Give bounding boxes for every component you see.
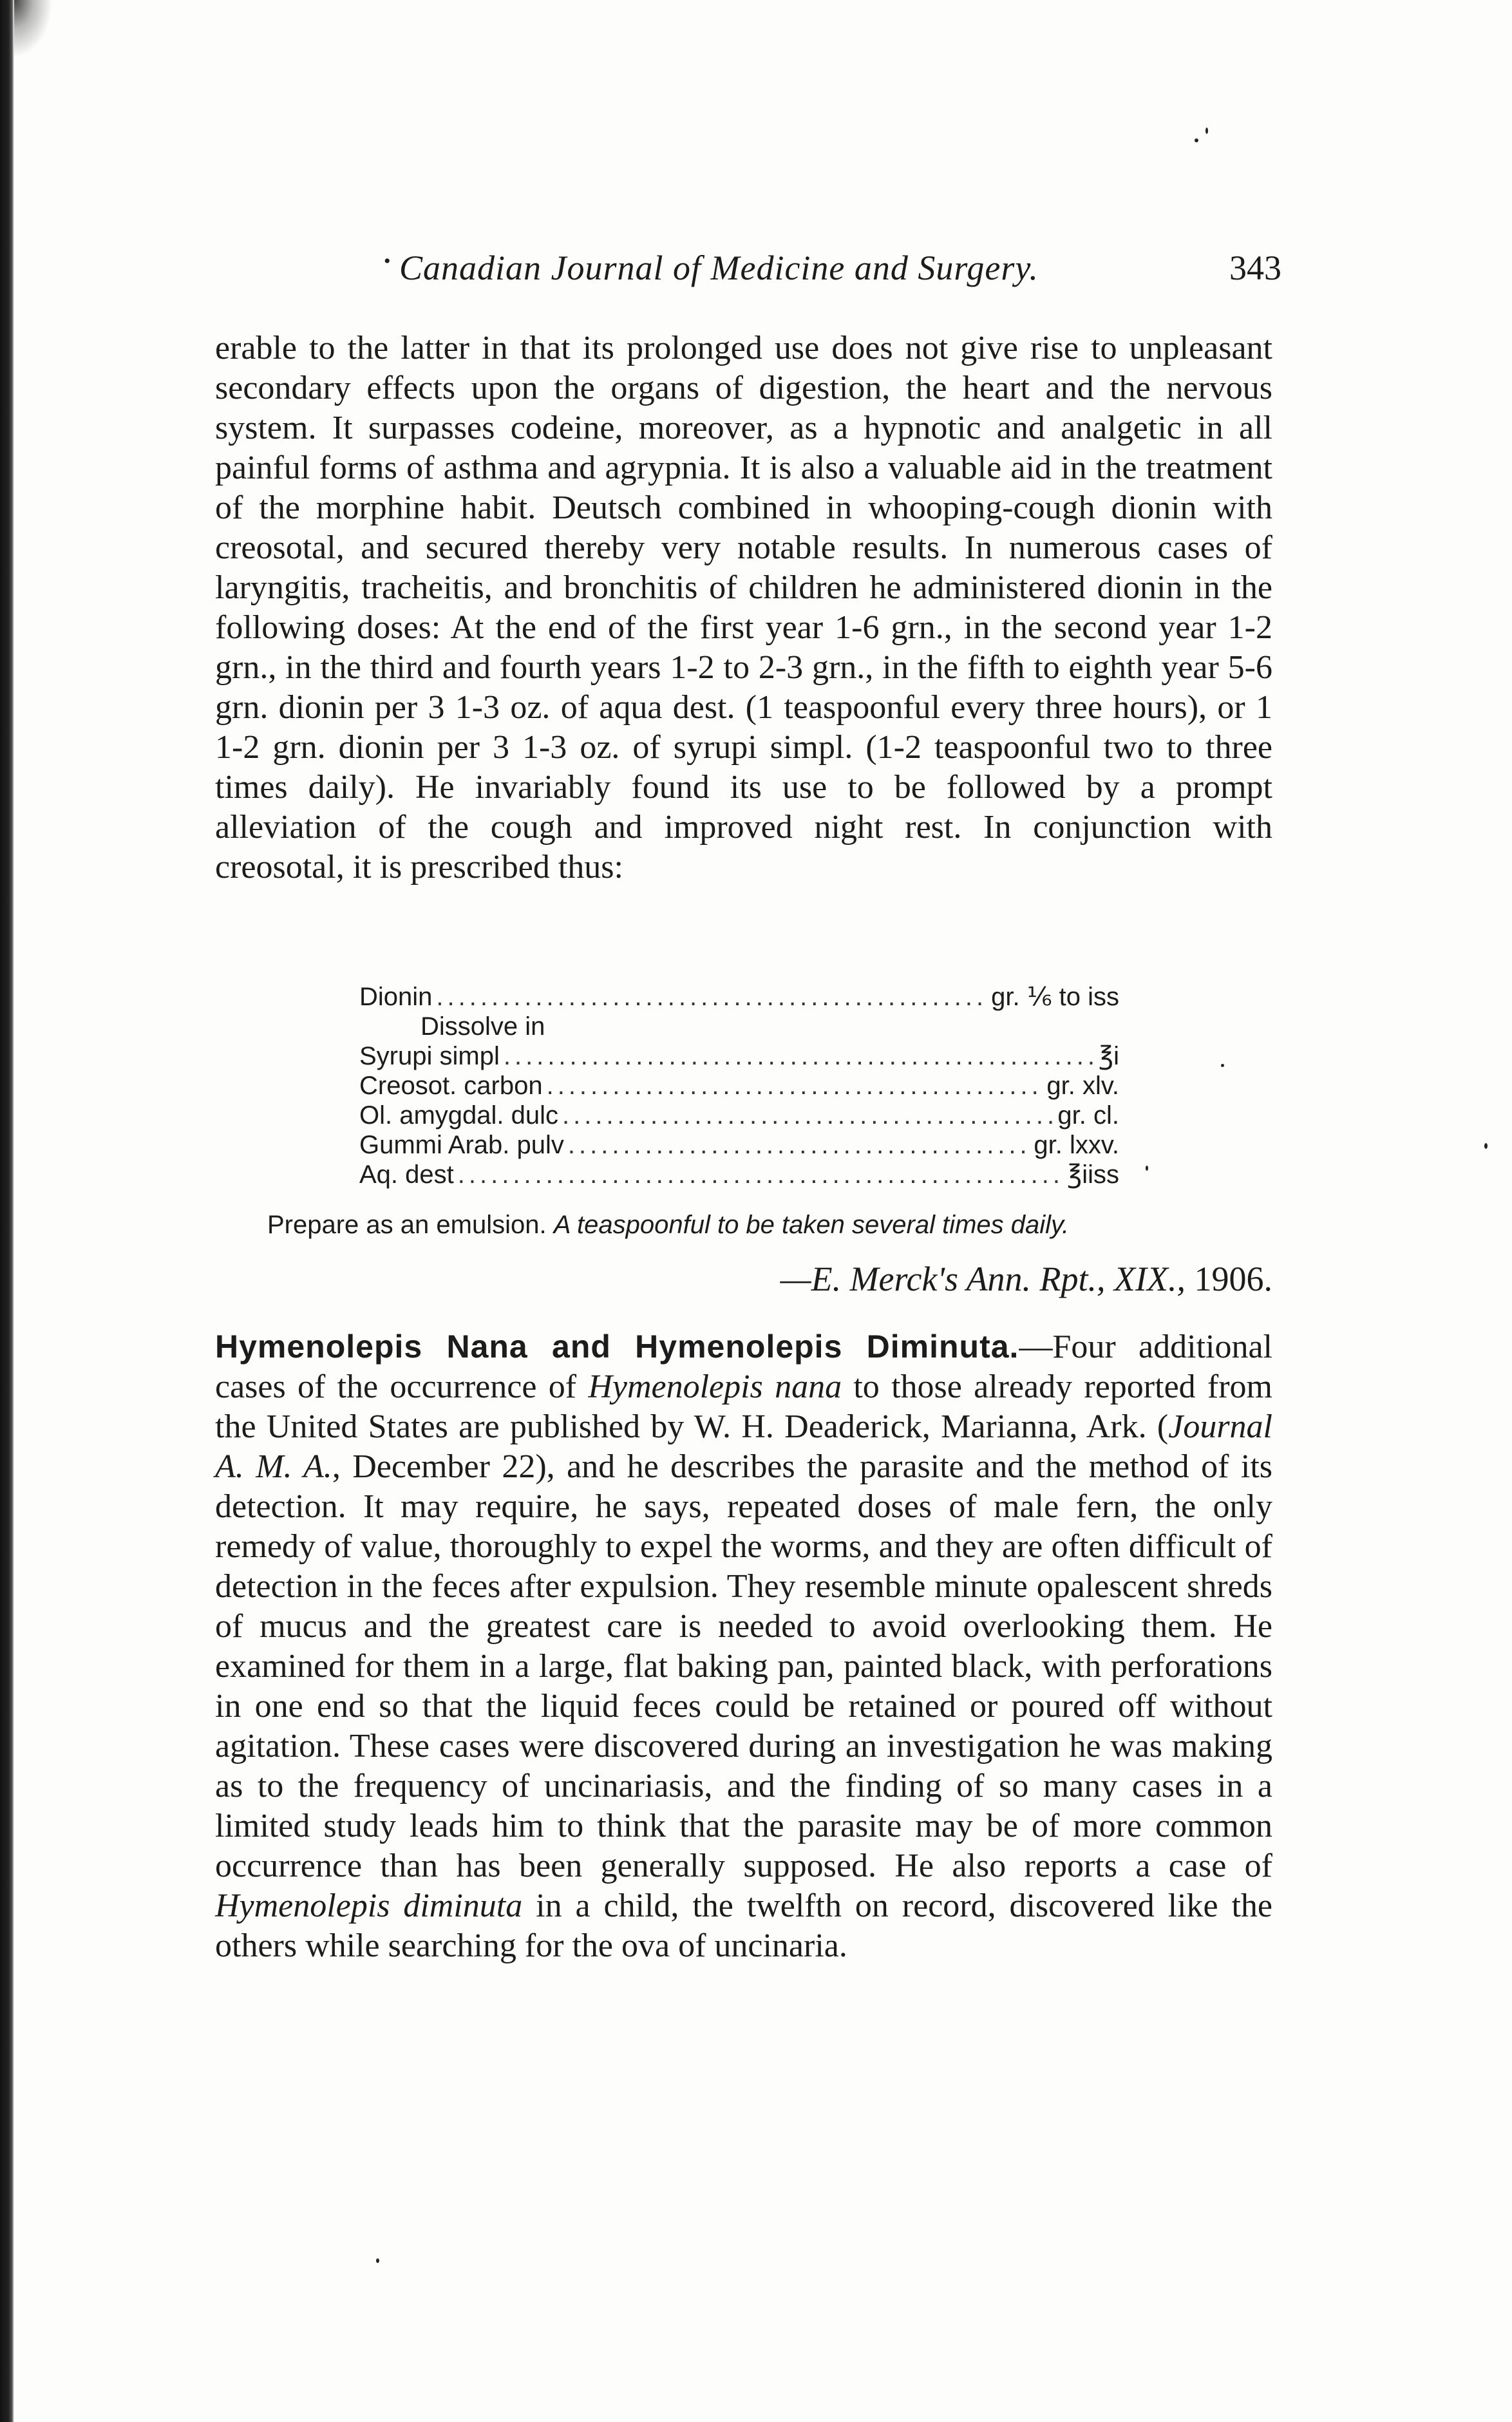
- page-number: 343: [1229, 249, 1281, 287]
- formula-row-gummi: [359, 1130, 1119, 1160]
- print-speck: [1484, 1143, 1488, 1149]
- ingredient-name: Gummi Arab. pulv: [359, 1131, 564, 1159]
- print-speck: [1146, 1166, 1148, 1171]
- species-name: Hymenolepis nana: [588, 1368, 842, 1405]
- ingredient-name: Ol. amygdal. dulc: [359, 1101, 559, 1130]
- formula-row-dionin: [359, 982, 1119, 1012]
- print-speck: [1221, 1064, 1224, 1067]
- print-speck: [1205, 128, 1208, 134]
- ingredient-dose: gr. cl.: [1057, 1101, 1119, 1130]
- leader-dots: [568, 1130, 1030, 1160]
- formula-row-creosot: [359, 1071, 1119, 1101]
- leader-dots: [562, 1101, 1054, 1130]
- prescription-instruction: [267, 1210, 1272, 1240]
- ingredient-name: Dissolve in: [421, 1012, 545, 1041]
- ingredient-name: Aq. dest: [359, 1160, 454, 1189]
- instruction-italic: A teaspoonful to be taken several times daily.: [553, 1211, 1070, 1239]
- leader-dots: [504, 1041, 1095, 1071]
- text-segment: to those already reported from the United States are published by W. H. Deaderick, Marianna, Ark. (: [215, 1368, 1273, 1445]
- leader-dots: [547, 1071, 1043, 1101]
- print-speck: [1195, 138, 1198, 142]
- page-corner-shadow: [14, 0, 53, 58]
- section-heading: Hymenolepis Nana and Hymenolepis Diminuta.: [215, 1329, 1019, 1365]
- paragraph-dionin: erable to the latter in that its prolonged use does not give rise to unpleasant secondary effects upon the organs of digestion, the heart and the nervous system. It surpasses codeine, moreover, as a hypnotic and analgetic in all painful forms of asthma and agrypnia. It is also a valuable aid in the treatment of the morphine habit. Deutsch combined in whooping-cough dionin with creosotal, and secured thereby very notable results. In numerous cases of laryngitis, tracheitis, and bronchitis of children he administered dionin in the following doses: At the end of the first year 1-6 grn., in the second year 1-2 grn., in the third and fourth years 1-2 to 2-3 grn., in the fifth to eighth year 5-6 grn. dionin per 3 1-3 oz. of aqua dest. (1 teaspoonful every three hours), or 1 1-2 grn. dionin per 3 1-3 oz. of syrupi simpl. (1-2 teaspoonful two to three times daily). He invariably found its use to be followed by a prompt alleviation of the cough and improved night rest. In conjunction with creosotal, it is prescribed thus:: [215, 330, 1272, 885]
- journal-name: Journal A. M. A.: [215, 1408, 1272, 1485]
- leader-dots: [436, 982, 987, 1012]
- ingredient-name: Creosot. carbon: [359, 1072, 543, 1100]
- ingredient-dose: ℥i: [1099, 1042, 1119, 1070]
- text-segment: , December 22), and he describes the parasite and the method of its detection. It may require, he says, repeated doses of male fern, the only remedy of value, thoroughly to expel the worms, and they are often difficult of detection in the feces after expulsion. They resemble minute opalescent shreds of mucus and the greatest care is needed to avoid overlooking them. He examined for them in a large, flat baking pan, painted black, with perforations in one end so that the liquid feces could be retained or poured off without agitation. These cases were discovered during an investigation he was making as to the frequency of uncinariasis, and the finding of so many cases in a limited study leads him to think that the parasite may be of more common occurrence than has been generally supposed. He also reports a case of: [215, 1448, 1273, 1884]
- page-binding-edge: [0, 0, 14, 2422]
- ingredient-dose: ℥iiss: [1067, 1160, 1119, 1189]
- citation-source: —E. Merck's Ann. Rpt., XIX.,: [780, 1260, 1186, 1298]
- species-name: Hymenolepis diminuta: [215, 1887, 523, 1924]
- page-header: [386, 248, 1281, 299]
- formula-row-dissolve: [359, 1012, 1119, 1041]
- header-mark: •: [384, 251, 391, 272]
- text-segment: in a child, the twelfth on record, discovered like the others while searching for the ova of uncinaria.: [215, 1887, 1272, 1964]
- ingredient-dose: gr. ⅙ to iss: [991, 983, 1119, 1011]
- paragraph-hymenolepis: [215, 1327, 1272, 2099]
- formula-row-syrupi: [359, 1041, 1119, 1071]
- ingredient-name: Dionin: [359, 983, 433, 1011]
- prescription-formula: [359, 982, 1119, 1189]
- ingredient-dose: gr. lxxv.: [1034, 1131, 1119, 1159]
- text-segment: —Four additional cases of the occurrence of: [215, 1329, 1273, 1405]
- print-speck: [376, 2258, 379, 2263]
- citation: [780, 1259, 1272, 1299]
- formula-row-aq-dest: [359, 1160, 1119, 1189]
- running-title: Canadian Journal of Medicine and Surgery.: [399, 249, 1039, 287]
- formula-row-amygdal: [359, 1101, 1119, 1130]
- citation-year: 1906.: [1194, 1260, 1272, 1298]
- instruction-plain: Prepare as an emulsion.: [267, 1211, 547, 1239]
- ingredient-dose: gr. xlv.: [1046, 1072, 1119, 1100]
- ingredient-name: Syrupi simpl: [359, 1042, 500, 1070]
- leader-dots: [458, 1160, 1063, 1189]
